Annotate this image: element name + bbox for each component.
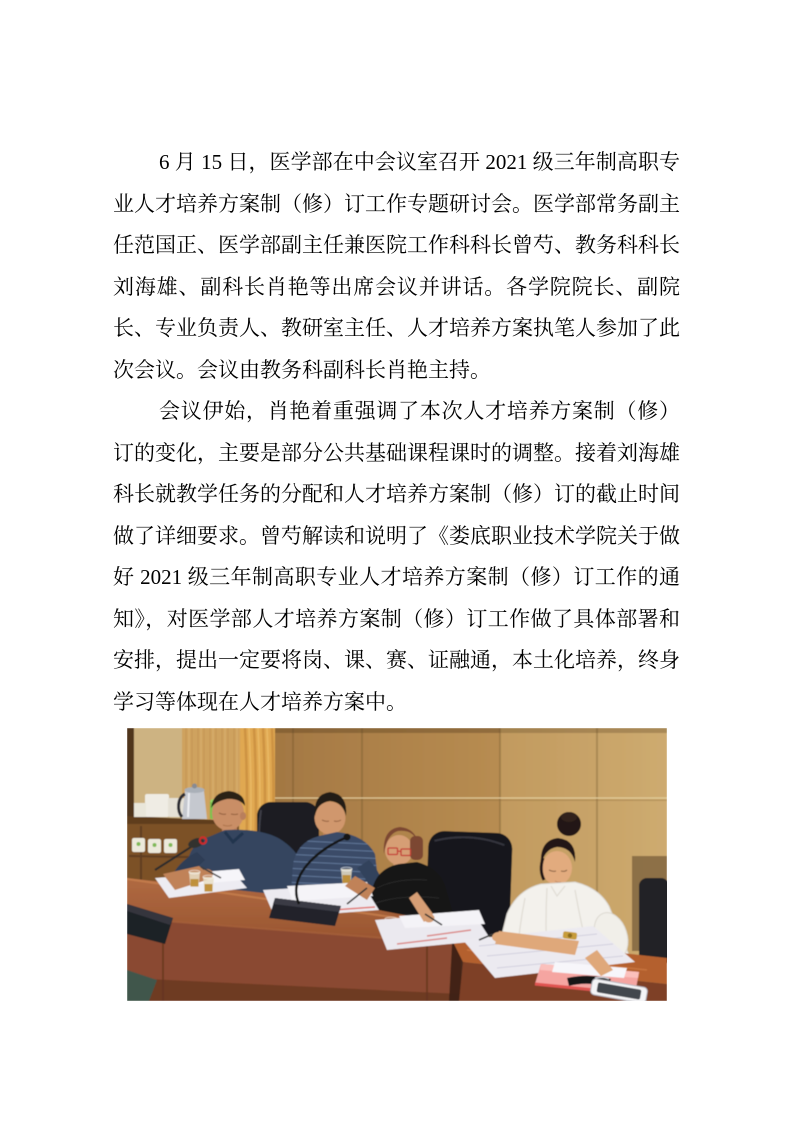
meeting-photo-canvas [127, 728, 667, 1001]
tea-cups [132, 838, 177, 853]
paragraph-1: 6 月 15 日，医学部在中会议室召开 2021 级三年制高职专业人才培养方案制（修）订工作专题研讨会。医学部常务副主任范国正、医学部副主任兼医院工作科科长曾芍、教务科科长刘海雄、副科长肖艳等出席会议并讲话。各学院院长、副院长、专业负责人、教研室主任、人才培养方案执笔人参加了此次会议。会议由教务科副科长肖艳主持。 [113, 150, 680, 382]
article-text [113, 142, 680, 723]
paragraph-2: 会议伊始，肖艳着重强调了本次人才培养方案制（修）订的变化，主要是部分公共基础课程课时的调整。接着刘海雄科长就教学任务的分配和人才培养方案制（修）订的截止时间做了详细要求。曾芍解读和说明了《娄底职业技术学院关于做好 2021 级三年制高职专业人才培养方案制（修）订工作的通知》，对医学部人才培养方案制（修）订工作做了具体部署和安排，提出一定要将岗、课、赛、证融通，本土化培养，终身学习等体现在人才培养方案中。 [113, 399, 680, 714]
tissue-box [145, 794, 169, 817]
meeting-photo [127, 728, 667, 1001]
